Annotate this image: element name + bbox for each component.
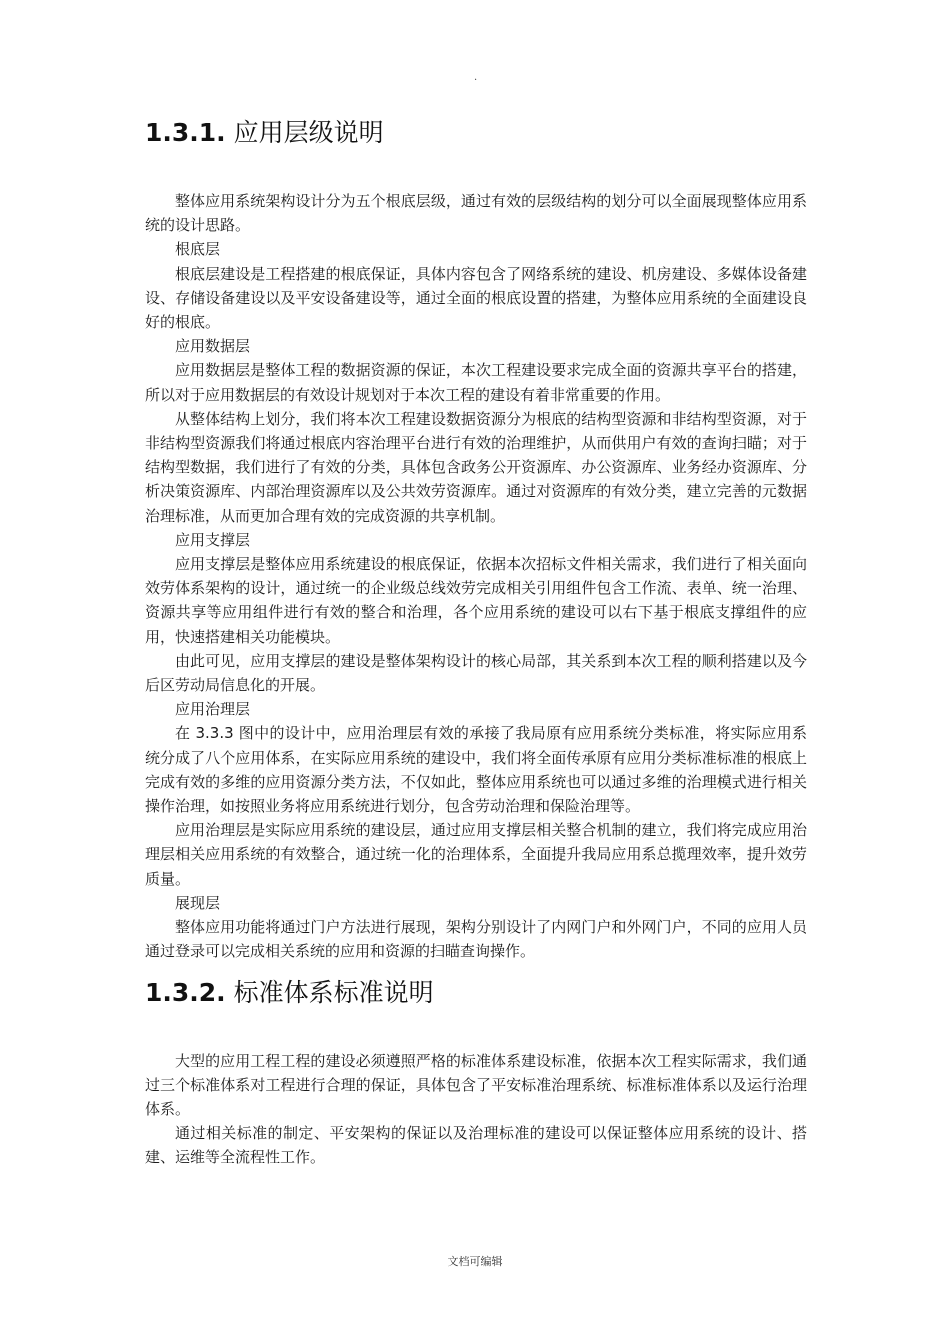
subheading-support-layer: 应用支撑层: [175, 530, 251, 549]
subheading-base-layer: 根底层: [175, 240, 221, 259]
paragraph: 在 3.3.3 图中的设计中，应用治理层有效的承接了我局原有应用系统分类标准，将实际应用系统分成了八个应用体系，在实际应用系统的建设中，我们将全面传承原有应用分类标准标准的根底上完成有效的多维的应用资源分类方法，不仅如此，整体应用系统也可以通过多维的治理模式进行相关操作治理，如按照业务将应用系统进行划分，包含劳动治理和保险治理等。: [145, 724, 807, 816]
paragraph: 从整体结构上划分，我们将本次工程建设数据资源分为根底的结构型资源和非结构型资源，对于非结构型资源我们将通过根底内容治理平台进行有效的治理维护，从而供用户有效的查询扫瞄；对于结构型数据，我们进行了有效的分类，具体包含政务公开资源库、办公资源库、业务经办资源库、分析决策资源库、内部治理资源库以及公共效劳资源库。通过对资源库的有效分类，建立完善的元数据治理标准，从而更加合理有效的完成资源的共享机制。: [145, 409, 807, 525]
paragraph: 应用治理层是实际应用系统的建设层，通过应用支撑层相关整合机制的建立，我们将完成应用治理层相关应用系统的有效整合，通过统一化的治理体系，全面提升我局应用系总揽理效率，提升效劳质量。: [145, 821, 807, 888]
paragraph: 根底层建设是工程搭建的根底保证，具体内容包含了网络系统的建设、机房建设、多媒体设备建设、存储设备建设以及平安设备建设等，通过全面的根底设置的搭建，为整体应用系统的全面建设良好的根底。: [145, 264, 807, 332]
subheading-data-layer: 应用数据层: [175, 337, 251, 356]
section-number-1: 1.3.1.: [145, 118, 226, 147]
document-body: [145, 118, 807, 1170]
page-footer: 文档可编辑: [447, 1255, 503, 1268]
subheading-presentation-layer: 展现层: [175, 893, 221, 912]
paragraph: 整体应用功能将通过门户方法进行展现，架构分别设计了内网门户和外网门户，不同的应用人员通过登录可以完成相关系统的应用和资源的扫瞄查询操作。: [145, 918, 807, 961]
paragraph: 应用数据层是整体工程的数据资源的保证，本次工程建设要求完成全面的资源共享平台的搭建，所以对于应用数据层的有效设计规划对于本次工程的建设有着非常重要的作用。: [145, 361, 807, 404]
section-heading-2: [145, 978, 807, 1008]
paragraph: 通过相关标准的制定、平安架构的保证以及治理标准的建设可以保证整体应用系统的设计、搭建、运维等全流程性工作。: [145, 1124, 807, 1167]
section-title-2: 标准体系标准说明: [233, 977, 434, 1007]
section-number-2: 1.3.2.: [145, 977, 226, 1007]
subheading-management-layer: 应用治理层: [175, 700, 251, 719]
header-mark: .: [474, 72, 478, 83]
paragraph: 应用支撑层是整体应用系统建设的根底保证，依据本次招标文件相关需求，我们进行了相关面向效劳体系架构的设计，通过统一的企业级总线效劳完成相关引用组件包含工作流、表单、统一治理、资源共享等应用组件进行有效的整合和治理，各个应用系统的建设可以右下基于根底支撑组件的应用，快速搭建相关功能模块。: [145, 555, 807, 646]
paragraph: 大型的应用工程工程的建设必须遵照严格的标准体系建设标准，依据本次工程实际需求，我们通过三个标准体系对工程进行合理的保证，具体包含了平安标准治理系统、标准标准体系以及运行治理体系。: [145, 1051, 807, 1118]
section-title-1: 应用层级说明: [233, 118, 384, 147]
paragraph: 整体应用系统架构设计分为五个根底层级，通过有效的层级结构的划分可以全面展现整体应用系统的设计思路。: [145, 192, 807, 235]
section-heading-1: [145, 118, 807, 148]
paragraph: 由此可见，应用支撑层的建设是整体架构设计的核心局部，其关系到本次工程的顺利搭建以及今后区劳动局信息化的开展。: [145, 651, 807, 695]
